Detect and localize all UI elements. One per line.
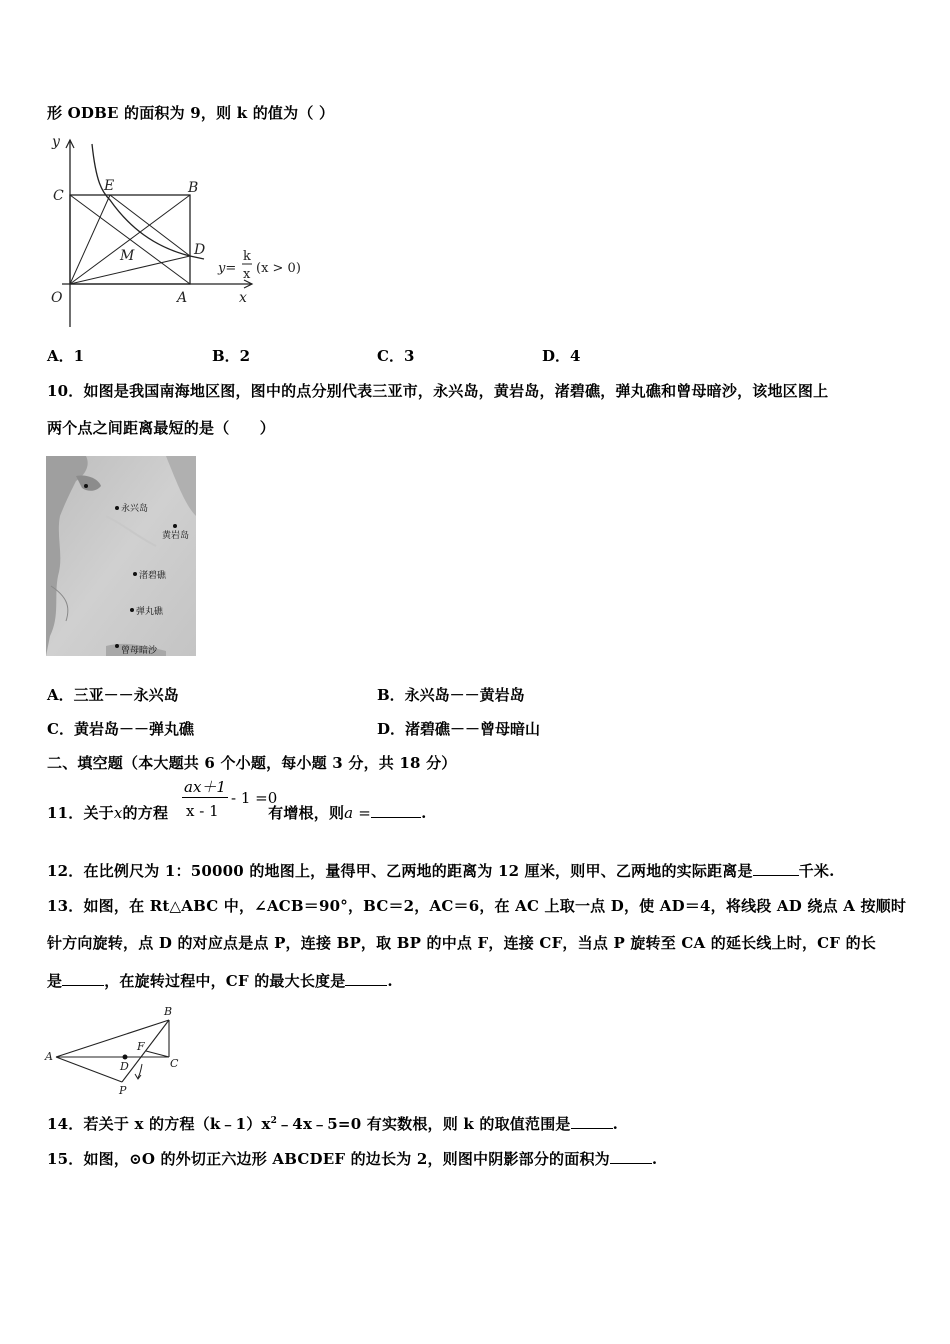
- q15-line: [47, 1148, 657, 1169]
- q14-sup: 2: [270, 1116, 278, 1126]
- label-b: B: [188, 180, 199, 196]
- q15-text: 15．如图，⊙O 的外切正六边形 ABCDEF 的边长为 2，则图中阴影部分的面积为: [47, 1150, 610, 1168]
- label-a: A: [177, 290, 188, 306]
- q13-label-p: P: [119, 1084, 127, 1097]
- q11-var-a: a =: [344, 804, 372, 822]
- label-d: D: [194, 242, 206, 258]
- q13-triangle-figure: [44, 1002, 184, 1097]
- q10-option-c: C．黄岩岛－－弹丸礁: [47, 720, 194, 738]
- south-china-sea-map: [46, 456, 196, 656]
- q10-line1: 10．如图是我国南海地区图，图中的点分别代表三亚市，永兴岛，黄岩岛，渚碧礁，弹丸礁和曾母暗沙，该地区图上: [47, 382, 829, 400]
- q15-answer-blank[interactable]: [610, 1149, 652, 1164]
- q11-fraction-bar: [182, 797, 228, 798]
- map-label-zengmu: 曾母暗沙: [121, 646, 158, 656]
- label-m: M: [120, 248, 135, 264]
- q14-rest: ﹣4x﹣5=0 有实数根，则 k 的取值范围是: [277, 1115, 571, 1133]
- q11-denominator: x - 1: [186, 802, 219, 820]
- func-x: x: [243, 267, 251, 282]
- q9-option-a: A．1: [47, 347, 85, 365]
- q12-line: [47, 860, 835, 881]
- map-label-huangyan: 黄岩岛: [162, 531, 190, 541]
- q13-answer-blank-1[interactable]: [62, 971, 104, 986]
- func-k: k: [243, 249, 251, 264]
- q10-option-a: A．三亚－－永兴岛: [47, 686, 179, 704]
- section-heading-fill-in: 二、填空题（本大题共 6 个小题，每小题 3 分，共 18 分）: [47, 754, 457, 772]
- label-e: E: [104, 178, 115, 194]
- q12-text: 12．在比例尺为 1：50000 的地图上，量得甲、乙两地的距离为 12 厘米，则甲、乙两地的实际距离是: [47, 862, 753, 880]
- q14-prefix: 14．若关于 x 的方程（k﹣1）x: [47, 1115, 271, 1133]
- q14-line: [47, 1113, 618, 1134]
- q12-end: 千米.: [798, 862, 835, 880]
- q9-option-c: C．3: [377, 347, 415, 365]
- func-domain: (x > 0): [256, 261, 301, 276]
- label-c: C: [53, 188, 64, 204]
- q14-end: .: [612, 1115, 619, 1133]
- func-y: y=: [218, 261, 237, 276]
- q11-prefix: 11．关于: [47, 804, 114, 822]
- q13-line3-end: .: [387, 972, 393, 990]
- q13-line2: 针方向旋转，点 D 的对应点是点 P，连接 BP，取 BP 的中点 F，连接 CF，当点 P 旋转至 CA 的延长线上时，CF 的长: [47, 934, 876, 952]
- q13-line3: [47, 970, 393, 991]
- label-o: O: [51, 290, 63, 306]
- q10-line2: 两个点之间距离最短的是（ ）: [47, 419, 276, 437]
- q9-option-d: D．4: [542, 347, 581, 365]
- q11-answer-blank[interactable]: [371, 803, 421, 818]
- label-y: y: [52, 134, 60, 150]
- q15-end: .: [651, 1150, 658, 1168]
- q9-stem-tail: 形 ODBE 的面积为 9，则 k 的值为（ ）: [47, 104, 335, 122]
- q11-end: .: [421, 804, 427, 822]
- map-label-zhubi: 渚碧礁: [139, 571, 167, 581]
- q12-answer-blank[interactable]: [753, 861, 799, 876]
- q13-label-b: B: [164, 1005, 173, 1018]
- q14-answer-blank[interactable]: [571, 1114, 613, 1129]
- q13-label-a: A: [45, 1050, 53, 1063]
- q13-line3-b: ，在旋转过程中，CF 的最大长度是: [104, 972, 346, 990]
- label-x: x: [239, 290, 247, 306]
- q13-answer-blank-2[interactable]: [345, 971, 387, 986]
- q13-line3-a: 是: [47, 972, 63, 990]
- q9-option-b: B．2: [212, 347, 251, 365]
- q10-option-b: B．永兴岛－－黄岩岛: [377, 686, 525, 704]
- q13-label-c: C: [170, 1057, 179, 1070]
- q13-line1: 13．如图，在 Rt△ABC 中，∠ACB＝90°，BC＝2，AC＝6，在 AC 上取一点 D，使 AD＝4，将线段 AD 绕点 A 按顺时: [47, 897, 907, 915]
- map-label-danwan: 弹丸礁: [136, 607, 164, 617]
- q9-figure: [44, 132, 314, 332]
- q11-rest-eq: - 1 =0: [231, 789, 278, 807]
- q13-label-f: F: [137, 1040, 145, 1053]
- q11-numerator: ax＋1: [184, 778, 226, 796]
- q10-option-d: D．渚碧礁－－曾母暗山: [377, 720, 541, 738]
- map-label-yongxing: 永兴岛: [121, 504, 149, 514]
- q11-suffix: 有增根，则: [268, 804, 345, 822]
- hyperbola-curve: [92, 144, 204, 259]
- q13-label-d: D: [120, 1060, 129, 1073]
- q11-mid: 的方程: [122, 804, 169, 822]
- q11-var-x: x: [113, 804, 123, 822]
